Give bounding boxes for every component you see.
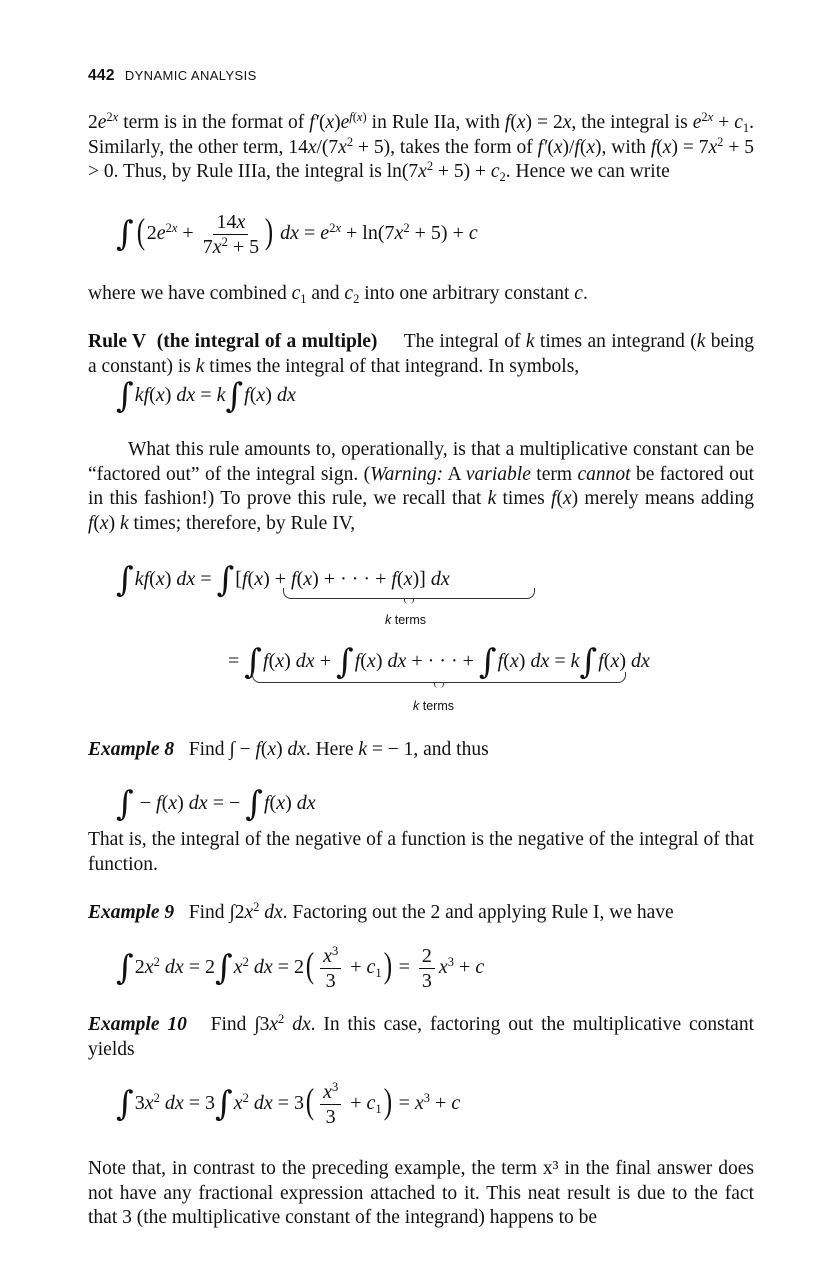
paragraph-factoring-lead: What this rule amounts to, operationally, is that a multiplicative constant can be “factored out” of the integral sign. <box>88 439 754 485</box>
example-9-label: Example 9 <box>88 902 175 923</box>
underbrace-k-terms-2 <box>252 672 626 683</box>
equation-combined-integral: $\int(2e^{2x}$ + $\frac{14x}{7x^2 + 5}$ ) dx = $e^{2x} + \ln(7x^2 + 5) + c$ <box>116 211 478 258</box>
rule-v-subtitle: (the integral of a multiple) <box>156 331 378 352</box>
equation-example-10: $\int 3x^2$ dx = $3\int x^2$ dx = 3( $\frac{x^3}{3}$ + $c_1) = x^3 + c$ <box>116 1080 461 1128</box>
example-8-label: Example 8 <box>88 739 175 760</box>
rule-v-paragraph: Rule V (the integral of a multiple) The integral of k times an integrand (k being a constant) is k times the integral of that integrand. In symbols, <box>88 331 755 377</box>
running-header <box>88 64 257 89</box>
paragraph-final: Note that, in contrast to the preceding example, the term x³ in the final answer does not have any fractional expression attached to it. This neat result is due to the fact that 3 (the multiplicative constant of the integrand) happens to be <box>88 1158 754 1228</box>
example-9-statement: Example 9 Find $\int 2x^2$ dx. Factoring out the 2 and applying Rule I, we have <box>88 900 674 923</box>
section-title: DYNAMIC ANALYSIS <box>124 68 257 83</box>
equation-example-8: ∫ − f(x) dx = − ∫f(x) dx <box>116 784 316 824</box>
example-10-statement: Example 10 Find $\int 3x^2$ dx. In this case, factoring out the multiplicative constant yields <box>88 1012 754 1060</box>
equation-proof-line-1: ∫kf(x) dx = ∫[f(x) + f(x) + · · · + f(x)] dx <box>116 560 450 600</box>
example-8-statement: Example 8 Find ∫ − f(x) dx. Here k = − 1, and thus <box>88 739 489 760</box>
equation-proof-line-2: = ∫f(x) dx + ∫f(x) dx + · · · + ∫f(x) dx = k∫f(x) dx <box>228 642 650 682</box>
page-number: 442 <box>88 67 115 84</box>
paragraph-combined: where we have combined $c_1$ and $c_2$ into one arbitrary constant c. <box>88 283 588 306</box>
paragraph-negative: That is, the integral of the negative of a function is the negative of the integral of that function. <box>88 829 754 875</box>
paragraph-intro: $2e^{2x}$ term is in the format of $f'(x)e^{f(x)}$ in Rule IIa, with f(x) = 2x, the integral is $e^{2x} + c_1$. Similarly, the other term, $14x/(7x^2 + 5)$, takes the form of f′(x)/f(x), with $f(x) = 7x^2 + 5 > 0$. Thus, by Rule IIIa, the integral is $\ln(7x^2 + 5) + c_2$. Hence we can write <box>88 110 755 184</box>
underbrace-k-terms-1 <box>283 588 535 599</box>
equation-example-9: $\int 2x^2$ dx = $2\int x^2$ dx = 2( $\frac{x^3}{3}$ + $c_1$) = $\frac{2}{3}$ $x^3 + c$ <box>116 944 485 992</box>
brace-label-2: k terms <box>413 699 454 713</box>
example-10-label: Example 10 <box>88 1014 187 1035</box>
rule-v-title: Rule V <box>88 331 147 352</box>
brace-label-1: k terms <box>385 613 426 627</box>
paragraph-factoring: What this rule amounts to, operationally, is that a multiplicative constant can be “factored out” of the integral sign. (Warning: A variable term cannot be factored out in this fashion!) To prove this rule, we recall that k times f(x) merely means adding f(x) k times; therefore, by Rule IV, <box>88 439 755 534</box>
equation-rule-v: ∫kf(x) dx = k∫f(x) dx <box>116 376 296 416</box>
